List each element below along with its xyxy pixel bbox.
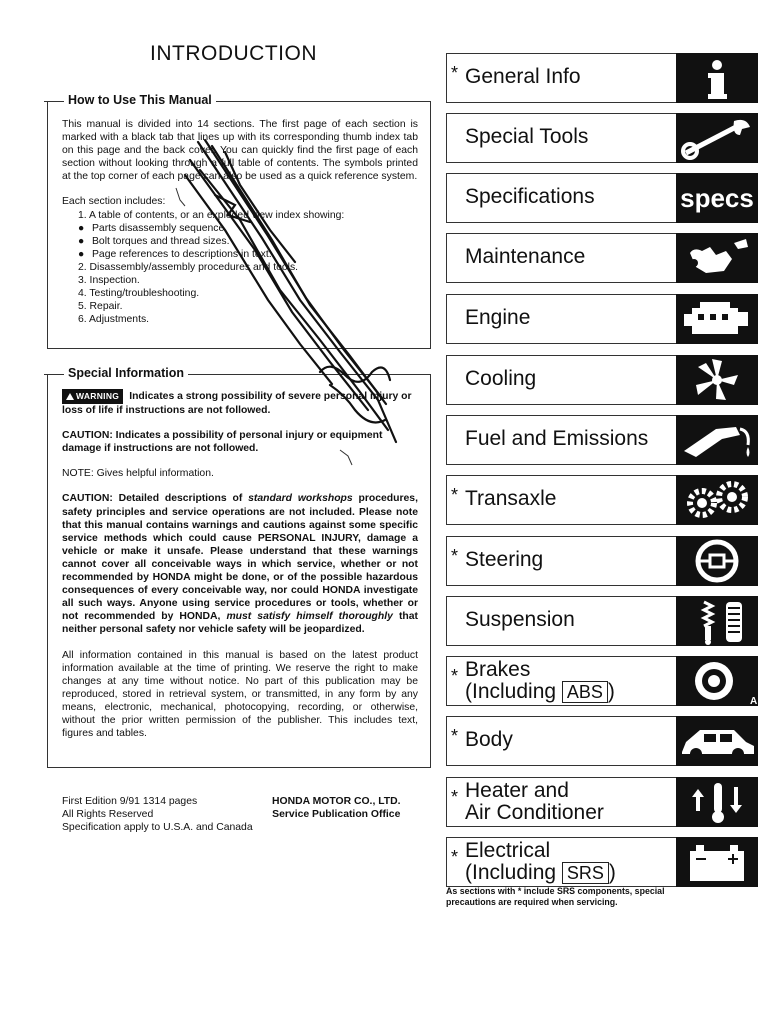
tab-label: Cooling xyxy=(465,367,537,390)
page-title: INTRODUCTION xyxy=(150,42,317,65)
tab-electrical[interactable] xyxy=(446,837,758,887)
car-body-icon xyxy=(676,716,758,766)
tab-label: Maintenance xyxy=(465,245,586,268)
list-item: 5. Repair. xyxy=(78,301,123,313)
shock-absorber-icon xyxy=(676,596,758,646)
caution-paragraph: CAUTION: Indicates a possibility of personal injury or equipment damage if instructions are not followed. xyxy=(62,430,383,455)
edition-block xyxy=(62,795,253,834)
tab-engine[interactable] xyxy=(446,294,758,344)
list-item: 3. Inspection. xyxy=(78,275,140,287)
tab-label: Fuel and Emissions xyxy=(465,427,649,450)
steering-wheel-icon xyxy=(676,536,758,586)
how-to-use-heading: How to Use This Manual xyxy=(64,93,216,107)
tab-specifications[interactable] xyxy=(446,173,758,223)
list-item: 4. Testing/troubleshooting. xyxy=(78,288,200,300)
tab-label: Heater and Air Conditioner xyxy=(465,779,604,824)
section-includes-list xyxy=(62,209,418,327)
tab-label: Suspension xyxy=(465,608,575,631)
srs-star-marker: * xyxy=(451,666,459,686)
tab-label: Body xyxy=(465,728,513,751)
list-item: 1. A table of contents, or an exploded view index showing: xyxy=(78,209,345,221)
list-item: 6. Adjustments. xyxy=(78,314,150,326)
fuel-nozzle-icon xyxy=(676,415,758,465)
srs-star-marker: * xyxy=(451,485,459,505)
info-icon xyxy=(676,53,758,103)
srs-star-marker: * xyxy=(451,63,459,83)
srs-badge: SRS xyxy=(562,862,609,884)
specs-icon xyxy=(676,173,758,223)
thermometer-icon xyxy=(676,777,758,827)
wrench-icon xyxy=(676,113,758,163)
tab-cooling[interactable] xyxy=(446,355,758,405)
caution-detail-paragraph: CAUTION: Detailed descriptions of standard workshops procedures, safety principles and service operations are not included. Please note that this manual contains warnings and cautions against some specific service methods which could cause PERSONAL INJURY, damage a vehicle or make it unsafe. Please understand that these warnings cannot cover all conceivable ways in which service, whether or not recommended by HONDA might be done, or of the possible hazardous consequences of every conceivable way, nor could HONDA investigate all such ways. Anyone using service procedures or tools, whether or not recommended by HONDA, must satisfy himself thoroughly that neither personal safety nor vehicle safety will be jeopardized. xyxy=(62,493,419,636)
tab-transaxle[interactable] xyxy=(446,475,758,525)
tab-steering[interactable] xyxy=(446,536,758,586)
srs-note: As sections with * include SRS components, special precautions are required when servicing. xyxy=(446,886,665,907)
tab-label: Special Tools xyxy=(465,125,589,148)
battery-icon xyxy=(676,837,758,887)
special-info-heading: Special Information xyxy=(64,366,188,380)
gears-icon xyxy=(676,475,758,525)
warning-triangle-icon xyxy=(66,393,74,400)
engine-icon xyxy=(676,294,758,344)
list-item: ● Bolt torques and thread sizes. xyxy=(78,235,230,247)
fan-icon xyxy=(676,355,758,405)
how-to-use-box xyxy=(47,93,431,349)
tab-suspension[interactable] xyxy=(446,596,758,646)
tab-label: Steering xyxy=(465,548,544,571)
tab-general-info[interactable] xyxy=(446,53,758,103)
rights-line: All Rights Reserved xyxy=(62,809,154,820)
tab-label: Specifications xyxy=(465,185,595,208)
publisher-block xyxy=(272,795,401,821)
warning-paragraph: WARNING Indicates a strong possibility of severe personal injury or loss of life if instructions are not followed. xyxy=(62,391,412,417)
abs-marker-text: A xyxy=(750,696,758,706)
list-item: ● Parts disassembly sequence. xyxy=(78,222,228,234)
warning-badge: WARNING xyxy=(62,389,123,404)
includes-label: Each section includes: xyxy=(62,196,166,208)
how-to-use-intro: This manual is divided into 14 sections. The first page of each section is marked with a black tab that lines up with its corresponding thumb index tab on this page and the back cover. You can quickly find the first page of each section without looking through a full table of contents. The symbols printed at the top corner of each page can also be used as a quick reference system. xyxy=(62,119,418,183)
specs-icon-text: specs xyxy=(680,183,754,213)
office-line: Service Publication Office xyxy=(272,809,401,820)
srs-star-marker: * xyxy=(451,546,459,566)
tab-label: Electrical (Including SRS ) xyxy=(465,839,616,884)
company-line: HONDA MOTOR CO., LTD. xyxy=(272,796,401,807)
rights-paragraph: All information contained in this manual is based on the latest product information available at the time of printing. We reserve the right to make changes at any time without notice. No part of this publication may be reproduced, stored in retrieval system, or transmitted, in any form by any means, electronic, mechanical, photocopying, recording, or otherwise, without the prior written permission of the publisher. This includes text, figures and tables. xyxy=(62,649,418,740)
spec-line: Specification apply to U.S.A. and Canada xyxy=(62,822,253,833)
tab-special-tools[interactable] xyxy=(446,113,758,163)
special-info-box xyxy=(47,366,431,768)
tab-label: Engine xyxy=(465,306,531,329)
list-item: ● Page references to descriptions in text. xyxy=(78,248,272,260)
edition-line: First Edition 9/91 1314 pages xyxy=(62,796,198,807)
note-paragraph: NOTE: Gives helpful information. xyxy=(62,468,214,480)
tab-fuel-and-emissions[interactable] xyxy=(446,415,758,465)
tab-label: General Info xyxy=(465,65,581,88)
brake-disc-icon xyxy=(676,656,758,706)
tab-body[interactable] xyxy=(446,716,758,766)
abs-badge: ABS xyxy=(562,681,608,703)
srs-star-marker: * xyxy=(451,726,459,746)
tab-heater-and[interactable] xyxy=(446,777,758,827)
list-item: 2. Disassembly/assembly procedures and tools. xyxy=(78,261,299,273)
srs-star-marker: * xyxy=(451,847,459,867)
tab-label: Brakes (Including ABS ) xyxy=(465,658,615,703)
tab-label: Transaxle xyxy=(465,487,557,510)
tab-maintenance[interactable] xyxy=(446,233,758,283)
srs-star-marker: * xyxy=(451,787,459,807)
tab-brakes[interactable] xyxy=(446,656,758,706)
maintenance-icon xyxy=(676,233,758,283)
